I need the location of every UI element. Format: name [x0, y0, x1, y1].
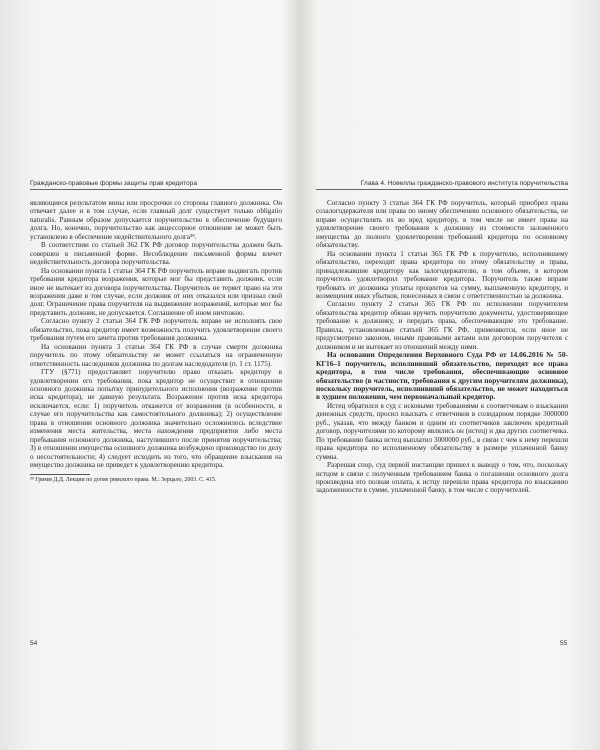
footnote: ³⁹ Гримм Д.Д. Лекции по догме римского права. М.: Зерцало, 2003. С. 415.: [30, 476, 217, 483]
right-paragraph: Разрешая спор, суд первой инстанции пришел к выводу о том, что, поскольку истцом в связи с полученным требованием банка о погашении основного долга произведена его полная оплата, к истцу перешли права кредитора по взысканию задолженности в сумме, уплаченной банку, в том числе с поручителей.: [316, 461, 568, 495]
right-paragraph: Согласно пункту 3 статьи 364 ГК РФ поручитель, который приобрел права созалогодержателя или права по иному обеспечению основного обязательства, не вправе осуществлять их во вред кредитору, в том числе не имеет права на удовлетворение своего требования к должнику из стоимости заложенного имущества до полного удовлетворения требований кредитора по основному обязательству.: [316, 199, 568, 250]
right-paragraph: На основании пункта 1 статьи 365 ГК РФ к поручителю, исполнившему обязательство, переходят права кредитора по этому обязательству и права, принадлежавшие кредитору как залогодержателю, в том объеме, в котором поручитель удовлетворил требование кредитора. Поручитель также вправе требовать от должника уплаты процентов на сумму, выплаченную кредитору, и возмещения иных убытков, понесенных в связи с ответственностью за должника.: [316, 249, 568, 300]
left-paragraph: На основании пункта 3 статьи 364 ГК РФ в случае смерти должника поручитель по этому обязательству не может ссылаться на ограниченную ответственность наследников должника по долгам наследодателя (п. 1 ст. 1175).: [30, 342, 282, 368]
right-paragraph: Истец обратился в суд с исковыми требованиями к соответчикам о взыскании денежных средств, просил взыскать с ответчиков в солидарном порядке 3000000 руб., указав, что между банком и одним из соответчиков заключен кредитный договор, поручителями по которому являлись он (истец) и два других соответчика. По требованию банка истец выплатил 3000000 руб., в связи с чем к нему перешли права кредитора по исполненному обязательству в размере уплаченной банку суммы.: [316, 401, 568, 461]
left-paragraph: ГГУ (§771) предоставляет поручителю право отказать кредитору в удовлетворении его требования, пока кредитор не осуществит в отношении основного должника попытку принудительного исполнения (возражение против иска кредитора), не давшую результата. Возражение против иска кредитора исключается, если: 1) поручитель откажется от возражения (в особенности, в случае его поручительства как самостоятельного должника); 2) осуществление права в отношении основного должника значительно осложнилось вследствие изменения места жительства, места нахождения предприятия либо места пребывания основного должника, наступившего после принятия поручительства; 3) в отношении имущества основного должника возбуждено производство по делу о несостоятельности; 4) следует исходить из того, что обращение взыскания на имущество должника не приведет к удовлетворению кредитора.: [30, 368, 282, 470]
right-page: [316, 180, 568, 495]
left-paragraph: На основании пункта 1 статьи 364 ГК РФ поручитель вправе выдвигать против требования кредитора возражения, которые мог бы представить должник, если иное не вытекает из договора поручительства. Поручитель не теряет право на эти возражения даже в том случае, если должник от них отказался или признал свой долг. Ограничение права поручителя на выдвижение возражений, которые мог бы представить должник, не допускается. Соглашение об ином ничтожно.: [30, 266, 282, 317]
right-running-head: Глава 4. Новеллы гражданско-правового института поручительства: [316, 180, 568, 190]
right-paragraph: Согласно пункту 2 статьи 365 ГК РФ по исполнении поручителем обязательства кредитор обязан вручить поручителю документы, удостоверяющие требование к должнику, и передать права, обеспечивающие это требование. Правила, установленные статьей 365 ГК РФ, применяются, если иное не предусмотрено законом, иными правовыми актами или договором поручителя с должником и не вытекает из отношений между ними.: [316, 300, 568, 351]
footnote-rule: [30, 474, 90, 475]
left-running-head: Гражданско-правовые формы защиты прав кредитора: [30, 180, 282, 190]
left-paragraph: являющиеся результатом вины или просрочки со стороны главного должника. Он отвечает далее и в том случае, если главный долг существует только obligatio naturalis. Равным образом допускается поручительство в обеспечение будущего долга. Но, конечно, поручительство как акцессорное отношение не может быть установлено в обеспечение недействительного долга³⁹.: [30, 199, 282, 241]
page-number-right: 55: [560, 640, 568, 647]
page-number-left: 54: [30, 640, 38, 647]
left-paragraph: В соответствии со статьей 362 ГК РФ договор поручительства должен быть совершен в письменной форме. Несоблюдение письменной формы влечет недействительность договора поручительства.: [30, 241, 282, 267]
left-paragraph: Согласно пункту 2 статьи 364 ГК РФ поручитель вправе не исполнять свое обязательство, пока кредитор имеет возможность получить удовлетворение своего требования путем его зачета против требования должника.: [30, 317, 282, 343]
left-page: [30, 180, 282, 484]
bold-ruling-paragraph: На основании Определения Верховного Суда РФ от 14.06.2016 № 50-КГ16–1 поручитель, исполнивший обязательство, переходят все права кредитора, в том числе требования, обеспечивающие основное обязательство (в частности, требования к другим поручителям должника), поскольку поручитель, исполнивший обязательство, не может находиться в худшем положении, чем первоначальный кредитор.: [316, 350, 568, 402]
